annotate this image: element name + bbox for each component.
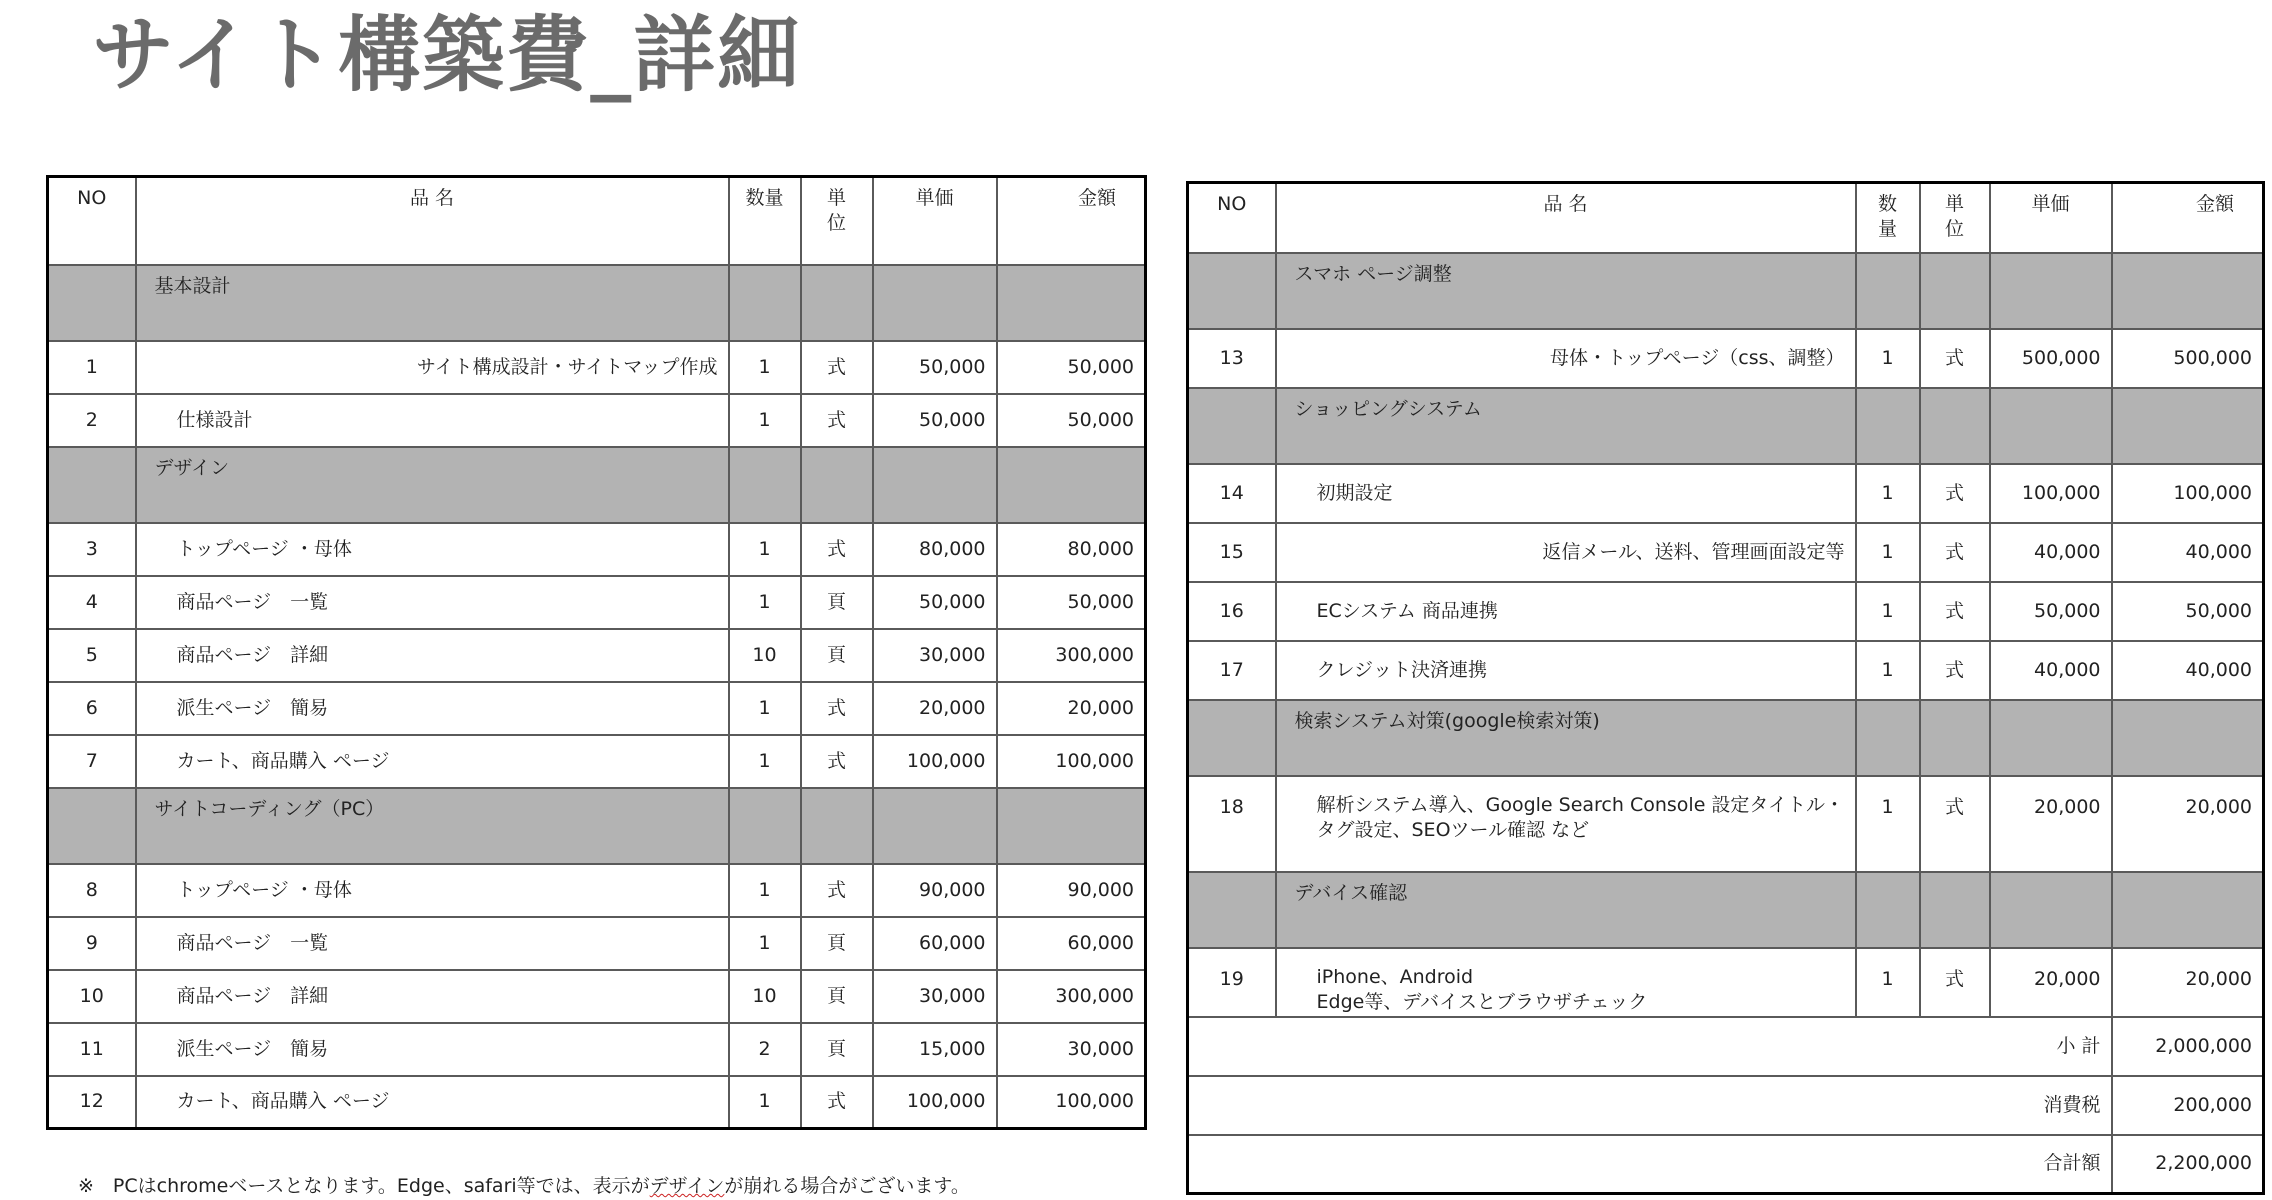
section-no-cell — [48, 265, 136, 341]
row-name: サイト構成設計・サイトマップ作成 — [136, 341, 729, 394]
row-no: 9 — [48, 917, 136, 970]
section-empty-cell — [873, 788, 997, 864]
row-no: 18 — [1188, 776, 1276, 872]
row-name: 初期設定 — [1276, 464, 1856, 523]
row-amount: 300,000 — [997, 970, 1146, 1023]
row-unit: 式 — [1920, 464, 1990, 523]
row-amount: 20,000 — [2112, 776, 2264, 872]
section-empty-cell — [1920, 253, 1990, 329]
row-no: 1 — [48, 341, 136, 394]
row-qty: 1 — [729, 523, 801, 576]
section-empty-cell — [729, 788, 801, 864]
row-no: 12 — [48, 1076, 136, 1129]
section-empty-cell — [1990, 253, 2112, 329]
table-row — [48, 576, 1146, 629]
row-name: 派生ページ 簡易 — [136, 682, 729, 735]
row-price: 500,000 — [1990, 329, 2112, 388]
row-unit: 式 — [1920, 329, 1990, 388]
section-row — [48, 447, 1146, 523]
row-unit: 頁 — [801, 1023, 873, 1076]
row-amount: 50,000 — [2112, 582, 2264, 641]
row-price: 20,000 — [1990, 776, 2112, 872]
table-row — [1188, 464, 2264, 523]
row-no: 19 — [1188, 948, 1276, 1017]
row-amount: 80,000 — [997, 523, 1146, 576]
row-unit: 式 — [801, 1076, 873, 1129]
total-row — [1188, 1076, 2264, 1135]
header-name: 品 名 — [1276, 183, 1856, 253]
row-unit: 式 — [801, 735, 873, 788]
table-row — [48, 864, 1146, 917]
total-row — [1188, 1017, 2264, 1076]
header-name: 品 名 — [136, 177, 729, 265]
section-empty-cell — [1990, 872, 2112, 948]
section-title: 基本設計 — [136, 265, 729, 341]
section-empty-cell — [1990, 388, 2112, 464]
header-unit: 単 位 — [1920, 183, 1990, 253]
row-price: 90,000 — [873, 864, 997, 917]
row-amount: 100,000 — [2112, 464, 2264, 523]
section-no-cell — [48, 447, 136, 523]
row-price: 50,000 — [873, 394, 997, 447]
table-header-row — [1188, 183, 2264, 253]
table-row — [1188, 641, 2264, 700]
row-unit: 式 — [1920, 776, 1990, 872]
section-title: デザイン — [136, 447, 729, 523]
section-empty-cell — [1856, 872, 1920, 948]
table-row — [48, 917, 1146, 970]
section-row — [1188, 388, 2264, 464]
row-amount: 500,000 — [2112, 329, 2264, 388]
total-value: 200,000 — [2112, 1076, 2264, 1135]
section-empty-cell — [2112, 872, 2264, 948]
row-name: 解析システム導入、Google Search Console 設定タイトル・タグ設定、SEOツール確認 など — [1276, 776, 1856, 872]
row-no: 4 — [48, 576, 136, 629]
header-price: 単価 — [873, 177, 997, 265]
row-amount: 30,000 — [997, 1023, 1146, 1076]
row-qty: 1 — [1856, 641, 1920, 700]
section-empty-cell — [1990, 700, 2112, 776]
row-no: 5 — [48, 629, 136, 682]
row-no: 14 — [1188, 464, 1276, 523]
table-row — [48, 970, 1146, 1023]
section-no-cell — [1188, 700, 1276, 776]
header-no: NO — [48, 177, 136, 265]
section-empty-cell — [729, 447, 801, 523]
row-name: 派生ページ 簡易 — [136, 1023, 729, 1076]
row-price: 40,000 — [1990, 641, 2112, 700]
row-price: 20,000 — [873, 682, 997, 735]
row-unit: 式 — [801, 341, 873, 394]
section-empty-cell — [729, 265, 801, 341]
row-no: 3 — [48, 523, 136, 576]
row-unit: 式 — [801, 682, 873, 735]
table-row — [48, 394, 1146, 447]
row-unit: 式 — [1920, 641, 1990, 700]
header-amount: 金額 — [997, 177, 1146, 265]
row-no: 17 — [1188, 641, 1276, 700]
section-row — [1188, 872, 2264, 948]
row-price: 100,000 — [1990, 464, 2112, 523]
section-row — [1188, 700, 2264, 776]
table-row — [48, 1023, 1146, 1076]
row-price: 100,000 — [873, 1076, 997, 1129]
section-empty-cell — [1920, 872, 1990, 948]
header-no: NO — [1188, 183, 1276, 253]
row-name: iPhone、Android Edge等、デバイスとブラウザチェック — [1276, 948, 1856, 1017]
section-empty-cell — [1856, 700, 1920, 776]
section-empty-cell — [2112, 700, 2264, 776]
section-empty-cell — [1920, 700, 1990, 776]
footnote — [78, 1171, 970, 1198]
section-title: スマホ ページ調整 — [1276, 253, 1856, 329]
row-amount: 20,000 — [997, 682, 1146, 735]
row-qty: 1 — [729, 394, 801, 447]
footnote-prefix: ※ PCはchromeベースとなります。Edge、safari等では、表示が — [78, 1175, 650, 1197]
page-title: サイト構築費_詳細 — [92, 8, 802, 103]
section-empty-cell — [801, 265, 873, 341]
section-no-cell — [1188, 872, 1276, 948]
row-unit: 式 — [1920, 948, 1990, 1017]
row-qty: 10 — [729, 629, 801, 682]
section-empty-cell — [1856, 253, 1920, 329]
row-name: ECシステム 商品連携 — [1276, 582, 1856, 641]
row-qty: 1 — [729, 682, 801, 735]
total-value: 2,200,000 — [2112, 1135, 2264, 1194]
section-no-cell — [48, 788, 136, 864]
row-qty: 1 — [729, 576, 801, 629]
row-no: 16 — [1188, 582, 1276, 641]
row-price: 40,000 — [1990, 523, 2112, 582]
row-price: 50,000 — [873, 576, 997, 629]
row-price: 15,000 — [873, 1023, 997, 1076]
section-title: デバイス確認 — [1276, 872, 1856, 948]
row-no: 7 — [48, 735, 136, 788]
row-qty: 1 — [729, 864, 801, 917]
row-name: 商品ページ 一覧 — [136, 917, 729, 970]
section-row — [48, 265, 1146, 341]
table-row — [48, 341, 1146, 394]
row-name: 商品ページ 一覧 — [136, 576, 729, 629]
row-name: 返信メール、送料、管理画面設定等 — [1276, 523, 1856, 582]
row-unit: 頁 — [801, 970, 873, 1023]
row-price: 20,000 — [1990, 948, 2112, 1017]
row-qty: 1 — [1856, 776, 1920, 872]
table-header-row — [48, 177, 1146, 265]
row-amount: 20,000 — [2112, 948, 2264, 1017]
total-value: 2,000,000 — [2112, 1017, 2264, 1076]
row-name: 商品ページ 詳細 — [136, 629, 729, 682]
header-amount: 金額 — [2112, 183, 2264, 253]
header-qty: 数 量 — [1856, 183, 1920, 253]
table-row — [48, 1076, 1146, 1129]
estimate-table-left — [46, 175, 1147, 1130]
row-qty: 1 — [1856, 329, 1920, 388]
row-price: 80,000 — [873, 523, 997, 576]
footnote-underlined: デザイン — [649, 1175, 725, 1197]
section-no-cell — [1188, 388, 1276, 464]
total-label: 消費税 — [1188, 1076, 2112, 1135]
row-unit: 式 — [801, 523, 873, 576]
total-label: 小 計 — [1188, 1017, 2112, 1076]
row-name: トップページ ・母体 — [136, 864, 729, 917]
table-row — [48, 735, 1146, 788]
row-qty: 1 — [729, 341, 801, 394]
table-row — [1188, 582, 2264, 641]
row-price: 50,000 — [1990, 582, 2112, 641]
row-no: 15 — [1188, 523, 1276, 582]
row-price: 60,000 — [873, 917, 997, 970]
row-amount: 90,000 — [997, 864, 1146, 917]
row-qty: 1 — [1856, 464, 1920, 523]
row-amount: 50,000 — [997, 394, 1146, 447]
row-no: 6 — [48, 682, 136, 735]
section-empty-cell — [873, 447, 997, 523]
row-amount: 50,000 — [997, 576, 1146, 629]
section-empty-cell — [997, 788, 1146, 864]
estimate-table-right — [1186, 181, 2265, 1195]
section-title: サイトコーディング（PC） — [136, 788, 729, 864]
table-row — [1188, 523, 2264, 582]
section-empty-cell — [997, 447, 1146, 523]
row-no: 13 — [1188, 329, 1276, 388]
section-empty-cell — [801, 447, 873, 523]
total-row — [1188, 1135, 2264, 1194]
row-qty: 1 — [1856, 582, 1920, 641]
row-amount: 40,000 — [2112, 523, 2264, 582]
row-price: 30,000 — [873, 970, 997, 1023]
row-amount: 50,000 — [997, 341, 1146, 394]
section-title: 検索システム対策(google検索対策) — [1276, 700, 1856, 776]
row-name: 仕様設計 — [136, 394, 729, 447]
row-unit: 頁 — [801, 629, 873, 682]
row-price: 100,000 — [873, 735, 997, 788]
row-amount: 100,000 — [997, 1076, 1146, 1129]
section-empty-cell — [997, 265, 1146, 341]
section-empty-cell — [801, 788, 873, 864]
table-row — [1188, 776, 2264, 872]
row-unit: 頁 — [801, 576, 873, 629]
row-no: 10 — [48, 970, 136, 1023]
header-qty: 数量 — [729, 177, 801, 265]
row-name: カート、商品購入 ページ — [136, 1076, 729, 1129]
table-row — [1188, 948, 2264, 1017]
row-amount: 100,000 — [997, 735, 1146, 788]
row-price: 30,000 — [873, 629, 997, 682]
section-row — [48, 788, 1146, 864]
row-price: 50,000 — [873, 341, 997, 394]
row-name: 母体・トップページ（css、調整） — [1276, 329, 1856, 388]
section-empty-cell — [873, 265, 997, 341]
row-qty: 1 — [1856, 523, 1920, 582]
row-no: 11 — [48, 1023, 136, 1076]
table-row — [1188, 329, 2264, 388]
row-unit: 式 — [1920, 523, 1990, 582]
section-title: ショッピングシステム — [1276, 388, 1856, 464]
table-row — [48, 629, 1146, 682]
row-unit: 式 — [1920, 582, 1990, 641]
row-qty: 2 — [729, 1023, 801, 1076]
section-empty-cell — [2112, 388, 2264, 464]
row-unit: 頁 — [801, 917, 873, 970]
table-row — [48, 523, 1146, 576]
row-amount: 300,000 — [997, 629, 1146, 682]
header-unit: 単 位 — [801, 177, 873, 265]
row-name: 商品ページ 詳細 — [136, 970, 729, 1023]
row-name: クレジット決済連携 — [1276, 641, 1856, 700]
row-amount: 60,000 — [997, 917, 1146, 970]
table-row — [48, 682, 1146, 735]
section-empty-cell — [1856, 388, 1920, 464]
row-name: カート、商品購入 ページ — [136, 735, 729, 788]
header-price: 単価 — [1990, 183, 2112, 253]
row-qty: 1 — [729, 1076, 801, 1129]
footnote-suffix: が崩れる場合がございます。 — [724, 1175, 970, 1197]
row-no: 8 — [48, 864, 136, 917]
row-qty: 1 — [729, 735, 801, 788]
row-name: トップページ ・母体 — [136, 523, 729, 576]
section-no-cell — [1188, 253, 1276, 329]
row-qty: 1 — [729, 917, 801, 970]
row-qty: 10 — [729, 970, 801, 1023]
row-unit: 式 — [801, 864, 873, 917]
row-amount: 40,000 — [2112, 641, 2264, 700]
section-empty-cell — [2112, 253, 2264, 329]
row-no: 2 — [48, 394, 136, 447]
total-label: 合計額 — [1188, 1135, 2112, 1194]
row-unit: 式 — [801, 394, 873, 447]
section-empty-cell — [1920, 388, 1990, 464]
section-row — [1188, 253, 2264, 329]
row-qty: 1 — [1856, 948, 1920, 1017]
